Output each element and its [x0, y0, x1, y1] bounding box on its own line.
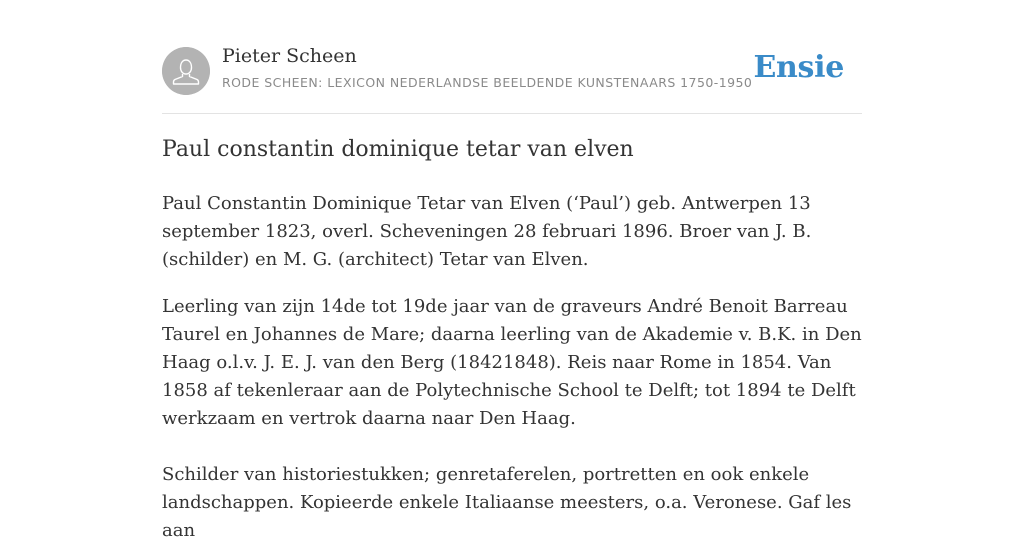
user-avatar-icon[interactable]	[162, 47, 210, 95]
article-title: Paul constantin dominique tetar van elven	[162, 137, 634, 162]
article-paragraph-3: Schilder van historiestukken; genretaferelen, portretten en ook enkele landschappen. Kopieerde enkele Italiaanse meesters, o.a. Veronese. Gaf les aan	[162, 464, 852, 541]
source-lexicon[interactable]: RODE SCHEEN: LEXICON NEDERLANDSE BEELDENDE KUNSTENAARS 1750-1950	[222, 75, 753, 90]
author-name[interactable]: Pieter Scheen	[222, 45, 357, 67]
article-paragraph-1: Paul Constantin Dominique Tetar van Elven (‘Paul’) geb. Antwerpen 13 september 1823, overl. Scheveningen 28 februari 1896. Broer van J. B. (schilder) en M. G. (architect) Tetar van Elven.	[162, 193, 812, 270]
article-header	[162, 0, 862, 114]
ensie-logo[interactable]: Ensie	[753, 50, 844, 85]
article-paragraph-2: Leerling van zijn 14de tot 19de jaar van de graveurs André Benoit Barreau Taurel en Johannes de Mare; daarna leerling van de Akademie v. B.K. in Den Haag o.l.v. J. E. J. van den Berg (18421848). Reis naar Rome in 1854. Van 1858 af tekenleraar aan de Polytechnische School te Delft; tot 1894 te Delft werkzaam en vertrok daarna naar Den Haag.	[162, 296, 862, 429]
page-container	[162, 0, 862, 541]
person-outline-icon	[162, 47, 210, 95]
